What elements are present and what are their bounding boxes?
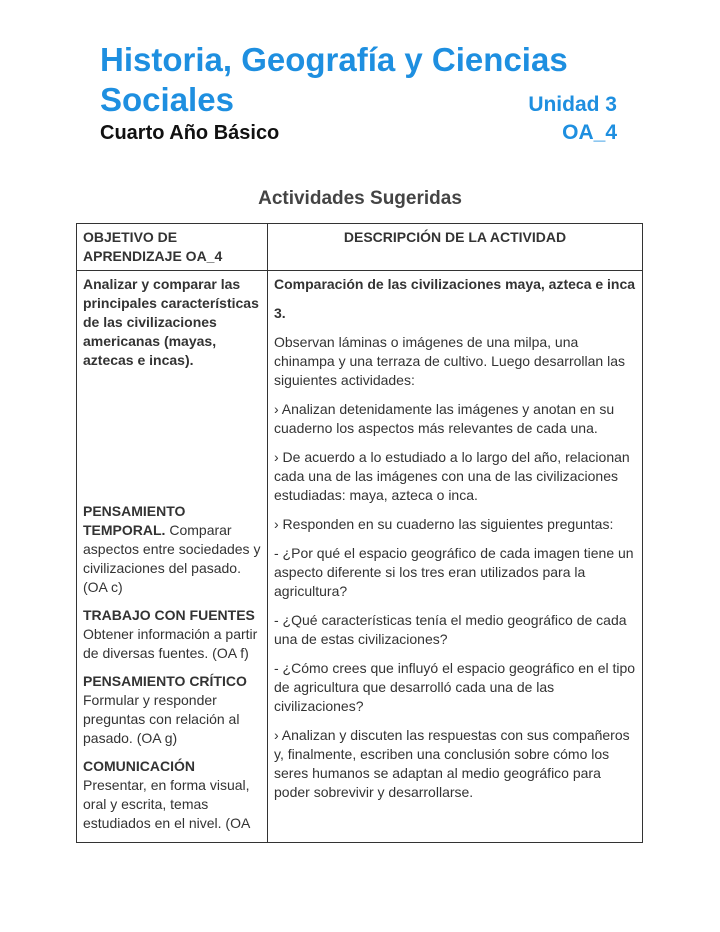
- oa-label: OA_4: [562, 121, 617, 144]
- skill-heading: PENSAMIENTO TEMPORAL.: [83, 503, 186, 538]
- grade-label: Cuarto Año Básico: [100, 122, 280, 144]
- skill-item: [83, 757, 261, 833]
- subtitle-row: [100, 121, 617, 145]
- skill-text: Presentar, en forma visual, oral y escrita, temas estudiados en el nivel. (OA: [83, 777, 251, 831]
- activity-number: 3.: [274, 305, 286, 321]
- skills-list: [83, 502, 261, 833]
- activity-paragraph: › Responden en su cuaderno las siguientes preguntas:: [274, 516, 614, 532]
- activity-paragraph: › Analizan y discuten las respuestas con sus compañeros y, finalmente, escriben una conclusión sobre cómo los seres humanos se adaptan al medio geográfico para poder sobrevivir y desarrollarse.: [274, 727, 630, 800]
- objective-text: Analizar y comparar las principales características de las civilizaciones americanas (mayas, aztecas e incas).: [83, 276, 259, 368]
- unit-label: Unidad 3: [528, 93, 617, 116]
- page-header: [100, 40, 617, 145]
- skill-heading: TRABAJO CON FUENTES: [83, 607, 255, 623]
- activities-table: [76, 223, 643, 843]
- section-title: Actividades Sugeridas: [258, 188, 462, 209]
- table-row: [77, 271, 643, 843]
- page-title-line1: Historia, Geografía y Ciencias: [100, 41, 568, 78]
- skill-item: [83, 502, 261, 597]
- description-cell: [268, 271, 643, 843]
- description-column-header: DESCRIPCIÓN DE LA ACTIVIDAD: [268, 224, 643, 271]
- activity-paragraph: - ¿Cómo crees que influyó el espacio geográfico en el tipo de agricultura que desarrolló cada una de las civilizaciones?: [274, 660, 636, 714]
- activity-paragraph: › De acuerdo a lo estudiado a lo largo del año, relacionan cada una de las imágenes con una de las civilizaciones estudiadas: maya, azteca o inca.: [274, 449, 630, 503]
- page-title-line2: Sociales: [100, 81, 234, 118]
- table-header-row: [77, 224, 643, 271]
- objective-column-header: OBJETIVO DE APRENDIZAJE OA_4: [77, 224, 268, 271]
- skill-text: Comparar aspectos entre sociedades y civilizaciones del pasado. (OA c): [83, 522, 261, 595]
- skill-item: [83, 672, 261, 748]
- objective-cell: [77, 271, 268, 843]
- activity-title: Comparación de las civilizaciones maya, azteca e inca: [274, 276, 636, 292]
- skill-heading: PENSAMIENTO CRÍTICO: [83, 673, 247, 689]
- activity-paragraph: - ¿Por qué el espacio geográfico de cada imagen tiene un aspecto diferente si los tres eran utilizados para la agricultura?: [274, 545, 634, 599]
- title-row: [100, 80, 617, 120]
- activity-paragraph: - ¿Qué características tenía el medio geográfico de cada una de estas civilizaciones?: [274, 612, 627, 647]
- skill-text: Obtener información a partir de diversas fuentes. (OA f): [83, 626, 258, 661]
- skill-heading: COMUNICACIÓN: [83, 758, 195, 774]
- activity-paragraph: Observan láminas o imágenes de una milpa, una chinampa y una terraza de cultivo. Luego desarrollan las siguientes actividades:: [274, 334, 625, 388]
- activity-paragraph: › Analizan detenidamente las imágenes y anotan en su cuaderno los aspectos más relevantes de cada una.: [274, 401, 615, 436]
- skill-item: [83, 606, 261, 663]
- skill-text: Formular y responder preguntas con relación al pasado. (OA g): [83, 692, 240, 746]
